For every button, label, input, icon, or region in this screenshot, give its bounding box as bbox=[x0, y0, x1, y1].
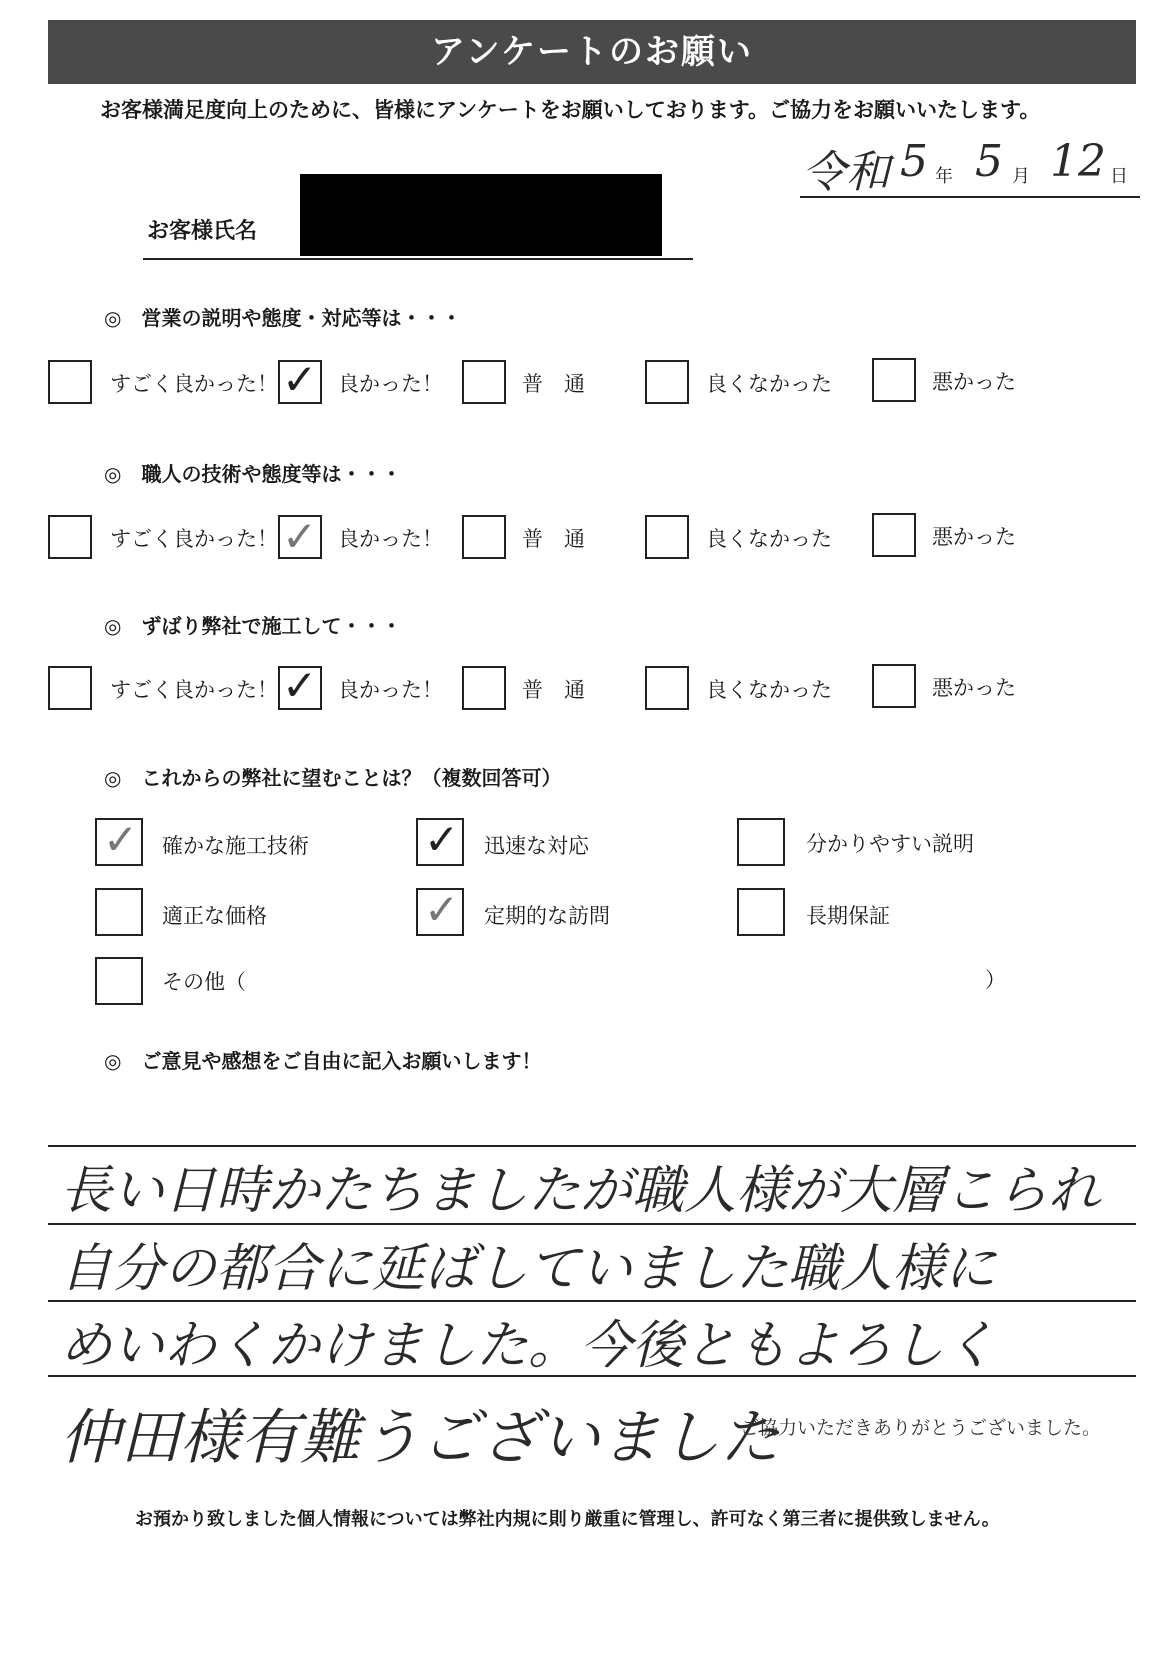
q4-title: ◎ これからの弊社に望むことは？（複数回答可） bbox=[104, 766, 562, 790]
q3-checkbox-5[interactable] bbox=[872, 664, 916, 708]
q4-checkbox-5[interactable] bbox=[416, 885, 464, 936]
thanks-message: ご協力いただきありがとうございました。 bbox=[740, 1417, 1102, 1439]
comment-handwriting-2: 自分の都合に延ばしていました職人様に bbox=[60, 1239, 997, 1299]
date-month-unit: 月 bbox=[1012, 166, 1030, 187]
q2-option-label: 普 通 bbox=[522, 527, 585, 551]
q1-option-label: 悪かった bbox=[932, 370, 1016, 394]
comment-handwriting-4: 仲田様有難うございました bbox=[60, 1403, 780, 1473]
q2-title: ◎ 職人の技術や態度等は・・・ bbox=[104, 462, 402, 486]
date-day: 12 bbox=[1050, 136, 1106, 187]
check-mark-icon: ✓ bbox=[282, 355, 318, 404]
date-year: 5 bbox=[900, 136, 928, 187]
q4-other-close: ） bbox=[985, 968, 1006, 992]
q3-option-label: 良くなかった bbox=[706, 678, 832, 702]
q2-checkbox-1[interactable] bbox=[48, 515, 92, 559]
q4-checkbox-other[interactable] bbox=[95, 957, 143, 1005]
date-day-unit: 日 bbox=[1110, 166, 1128, 187]
q2-checkbox-2[interactable] bbox=[278, 512, 322, 561]
q4-option-label: 適正な価格 bbox=[162, 904, 267, 928]
privacy-notice: お預かり致しました個人情報については弊社内規に則り厳重に管理し、許可なく第三者に提供致しません。 bbox=[135, 1509, 1000, 1530]
q1-checkbox-4[interactable] bbox=[645, 360, 689, 404]
customer-name-redaction bbox=[300, 174, 662, 256]
comment-handwriting-3: めいわくかけました。今後ともよろしく bbox=[60, 1316, 997, 1376]
q4-option-label: 迅速な対応 bbox=[484, 834, 589, 858]
q3-option-label: 普 通 bbox=[522, 678, 585, 702]
q1-checkbox-3[interactable] bbox=[462, 360, 506, 404]
q3-checkbox-4[interactable] bbox=[645, 666, 689, 710]
q2-checkbox-3[interactable] bbox=[462, 515, 506, 559]
q4-option-label: 長期保証 bbox=[806, 904, 890, 928]
q1-option-label: 普 通 bbox=[522, 372, 585, 396]
comment-handwriting-1: 長い日時かたちましたが職人様が大層こられ bbox=[60, 1161, 1101, 1221]
check-mark-icon: ✓ bbox=[424, 885, 460, 934]
q3-option-label: 悪かった bbox=[932, 676, 1016, 700]
date-month: 5 bbox=[975, 136, 1003, 187]
q4-checkbox-4[interactable] bbox=[95, 888, 143, 936]
q4-checkbox-2[interactable] bbox=[416, 815, 464, 866]
q3-option-label: すごく良かった！ bbox=[110, 678, 278, 702]
q2-option-label: 良くなかった bbox=[706, 527, 832, 551]
q2-checkbox-5[interactable] bbox=[872, 513, 916, 557]
date-field bbox=[800, 136, 1140, 198]
q2-option-label: 良かった！ bbox=[338, 527, 443, 551]
q4-other-label: その他（ bbox=[162, 970, 246, 994]
q4-checkbox-6[interactable] bbox=[737, 888, 785, 936]
check-mark-icon: ✓ bbox=[282, 512, 318, 561]
q2-checkbox-4[interactable] bbox=[645, 515, 689, 559]
check-mark-icon: ✓ bbox=[282, 661, 318, 710]
comment-line-2 bbox=[48, 1223, 1136, 1225]
date-era: 令和 bbox=[802, 147, 890, 198]
q1-option-label: 良かった！ bbox=[338, 372, 443, 396]
q1-checkbox-5[interactable] bbox=[872, 358, 916, 402]
q4-option-label: 確かな施工技術 bbox=[162, 834, 309, 858]
check-mark-icon: ✓ bbox=[424, 815, 460, 864]
q3-option-label: 良かった！ bbox=[338, 678, 443, 702]
q1-checkbox-2[interactable] bbox=[278, 355, 322, 404]
intro-text: お客様満足度向上のために、皆様にアンケートをお願いしております。ご協力をお願いいたします。 bbox=[100, 98, 1041, 122]
check-mark-icon: ✓ bbox=[103, 815, 139, 864]
q2-option-label: すごく良かった！ bbox=[110, 527, 278, 551]
customer-name-label: お客様氏名 bbox=[147, 219, 258, 244]
q3-checkbox-1[interactable] bbox=[48, 666, 92, 710]
q2-option-label: 悪かった bbox=[932, 525, 1016, 549]
q3-checkbox-2[interactable] bbox=[278, 661, 322, 710]
q4-option-label: 分かりやすい説明 bbox=[806, 832, 974, 856]
customer-name-line bbox=[143, 258, 693, 260]
q1-checkbox-1[interactable] bbox=[48, 360, 92, 404]
q1-option-label: すごく良かった！ bbox=[110, 372, 278, 396]
q1-title: ◎ 営業の説明や態度・対応等は・・・ bbox=[104, 306, 462, 330]
q4-checkbox-1[interactable] bbox=[95, 815, 143, 866]
date-year-unit: 年 bbox=[935, 166, 953, 187]
q4-option-label: 定期的な訪問 bbox=[484, 904, 610, 928]
q5-title: ◎ ご意見や感想をご自由に記入お願いします！ bbox=[104, 1049, 542, 1073]
q3-checkbox-3[interactable] bbox=[462, 666, 506, 710]
q3-title: ◎ ずばり弊社で施工して・・・ bbox=[104, 614, 402, 638]
page-title: アンケートのお願い bbox=[48, 20, 1136, 84]
q1-option-label: 良くなかった bbox=[706, 372, 832, 396]
q4-checkbox-3[interactable] bbox=[737, 818, 785, 866]
comment-line-1 bbox=[48, 1145, 1136, 1147]
